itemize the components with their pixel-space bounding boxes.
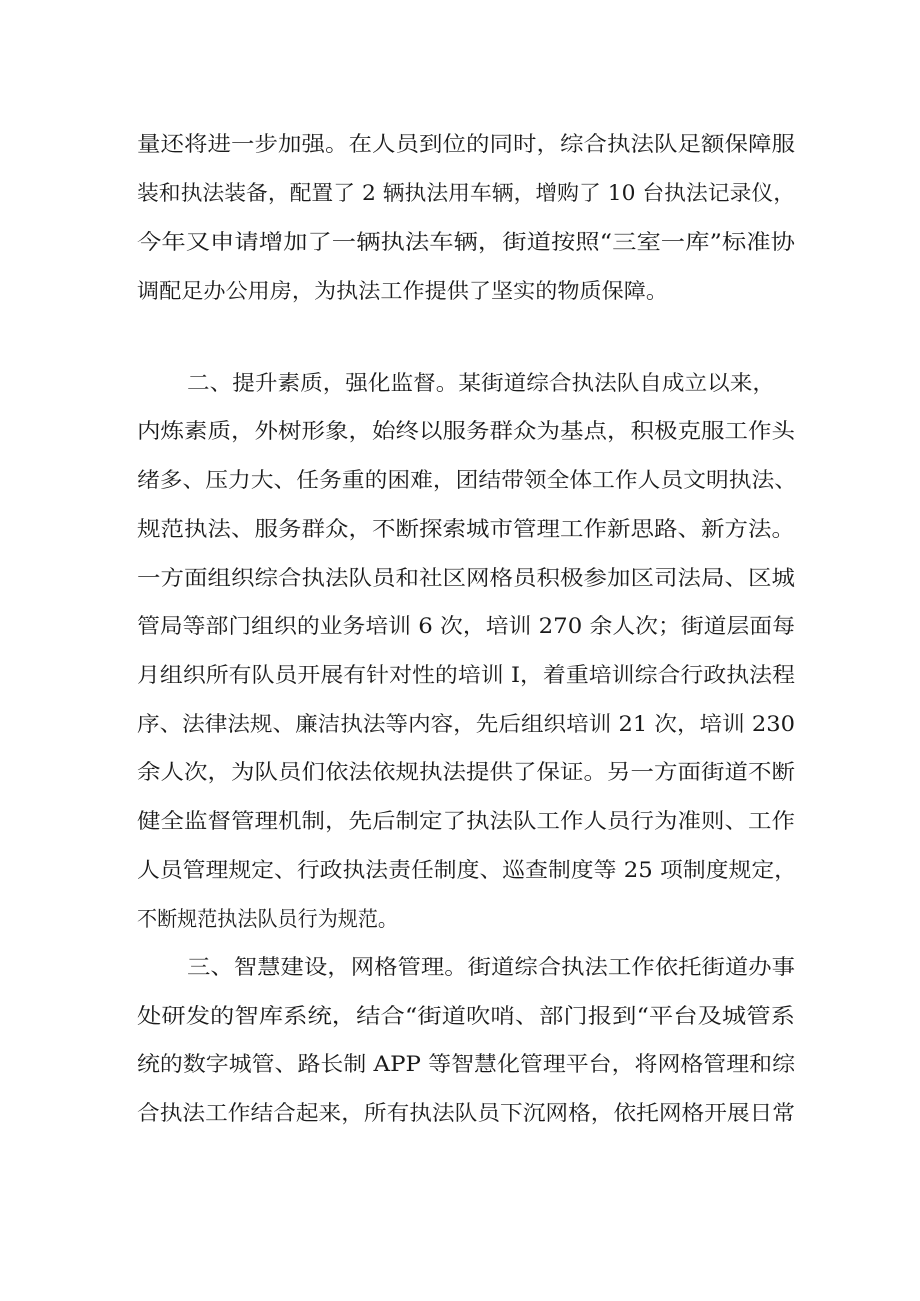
line-text: 余人次，为队员们依法依规执法提供了保证。另一方面街道不断 [137,760,795,784]
text-line [0,950,920,984]
text-line [0,176,920,210]
line-text: 量还将进一步加强。在人员到位的同时，综合执法队足额保障服 [137,132,795,156]
text-line [0,853,920,887]
text-line [0,804,920,838]
line-text: 二、提升素质，强化监督。某街道综合执法队自成立以来， [187,371,775,395]
text-line [0,463,920,497]
line-text: 序、法律法规、廉洁执法等内容，先后组织培训 21 次，培训 230 [137,712,795,736]
line-text: 规范执法、服务群众，不断探索城市管理工作新思路、新方法。 [137,517,795,541]
text-line [0,609,920,643]
text-line [0,755,920,789]
text-line [0,225,920,259]
text-line [0,999,920,1033]
line-text: 人员管理规定、行政执法责任制度、巡查制度等 25 项制度规定， [137,858,797,882]
text-line [0,561,920,595]
line-text: 三、智慧建设，网格管理。街道综合执法工作依托街道办事 [187,955,795,979]
line-text: 装和执法装备，配置了 2 辆执法用车辆，增购了 10 台执法记录仪， [137,181,795,205]
text-line [0,127,920,161]
line-text: 健全监督管理机制，先后制定了执法队工作人员行为准则、工作 [137,809,795,833]
line-text: 内炼素质，外树形象，始终以服务群众为基点，积极克服工作头 [137,419,795,443]
text-line [0,366,920,400]
text-line [0,902,920,936]
line-text: 统的数字城管、路长制 APP 等智慧化管理平台，将网格管理和综 [137,1052,795,1076]
text-line [0,414,920,448]
line-text: 一方面组织综合执法队员和社区网格员积极参加区司法局、区城 [137,566,795,590]
line-text: 处研发的智库系统，结合“街道吹哨、部门报到“平台及城管系 [137,1004,795,1028]
line-text: 月组织所有队员开展有针对性的培训 I，着重培训综合行政执法程 [137,663,795,687]
text-line [0,658,920,692]
line-text: 绪多、压力大、任务重的困难，团结带领全体工作人员文明执法、 [137,468,797,492]
line-text: 调配足办公用房，为执法工作提供了坚实的物质保障。 [137,279,668,303]
text-line [0,512,920,546]
line-text: 今年又申请增加了一辆执法车辆，街道按照“三室一库”标准协 [137,230,795,254]
text-line [0,1096,920,1130]
line-text: 合执法工作结合起来，所有执法队员下沉网格，依托网格开展日常 [137,1101,795,1125]
text-line [0,1047,920,1081]
line-text: 管局等部门组织的业务培训 6 次，培训 270 余人次；街道层面每 [137,614,795,638]
line-text: 不断规范执法队员行为规范。 [137,907,398,931]
text-line [0,707,920,741]
text-line [0,274,920,308]
